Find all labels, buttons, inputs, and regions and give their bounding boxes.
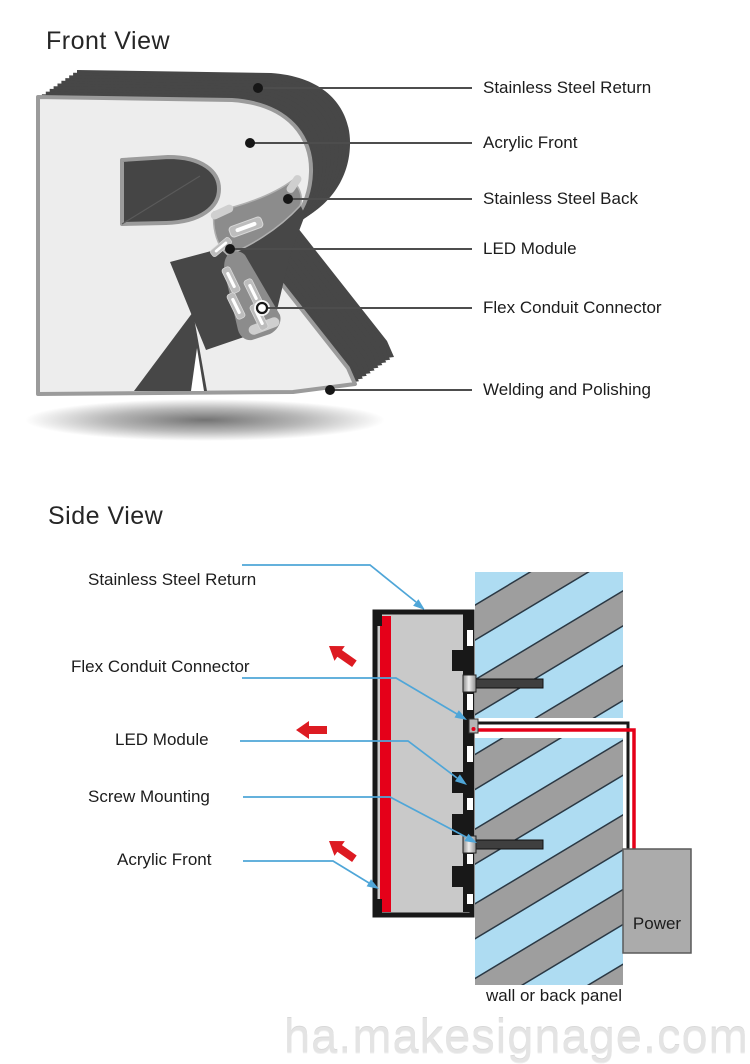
letter-shadow <box>25 399 385 441</box>
red-arrows <box>296 639 360 867</box>
side-label-flex-conduit-connector: Flex Conduit Connector <box>71 657 250 676</box>
wall-label: wall or back panel <box>485 986 623 1005</box>
front-label-stainless-steel-back: Stainless Steel Back <box>483 189 638 208</box>
side-view-title: Side View <box>48 502 164 530</box>
power-box <box>623 849 691 953</box>
letter-counter <box>122 157 219 224</box>
front-view-title: Front View <box>46 27 171 55</box>
front-label-led-module: LED Module <box>483 239 577 258</box>
front-label-stainless-steel-return: Stainless Steel Return <box>483 78 652 97</box>
side-label-acrylic-front: Acrylic Front <box>117 850 212 869</box>
front-label-acrylic-front: Acrylic Front <box>483 133 578 152</box>
wire-channel <box>474 718 634 738</box>
front-label-welding-and-polishing: Welding and Polishing <box>483 380 651 399</box>
side-label-stainless-steel-return: Stainless Steel Return <box>88 570 257 589</box>
front-view-graphic <box>25 70 472 441</box>
front-label-flex-conduit-connector: Flex Conduit Connector <box>483 298 662 317</box>
power-box-label: Power <box>632 914 682 933</box>
side-label-led-module: LED Module <box>115 730 209 749</box>
side-label-screw-mounting: Screw Mounting <box>88 787 210 806</box>
watermark-text: ha.makesignage.com <box>284 1009 749 1063</box>
acrylic-front-strip <box>380 616 391 912</box>
